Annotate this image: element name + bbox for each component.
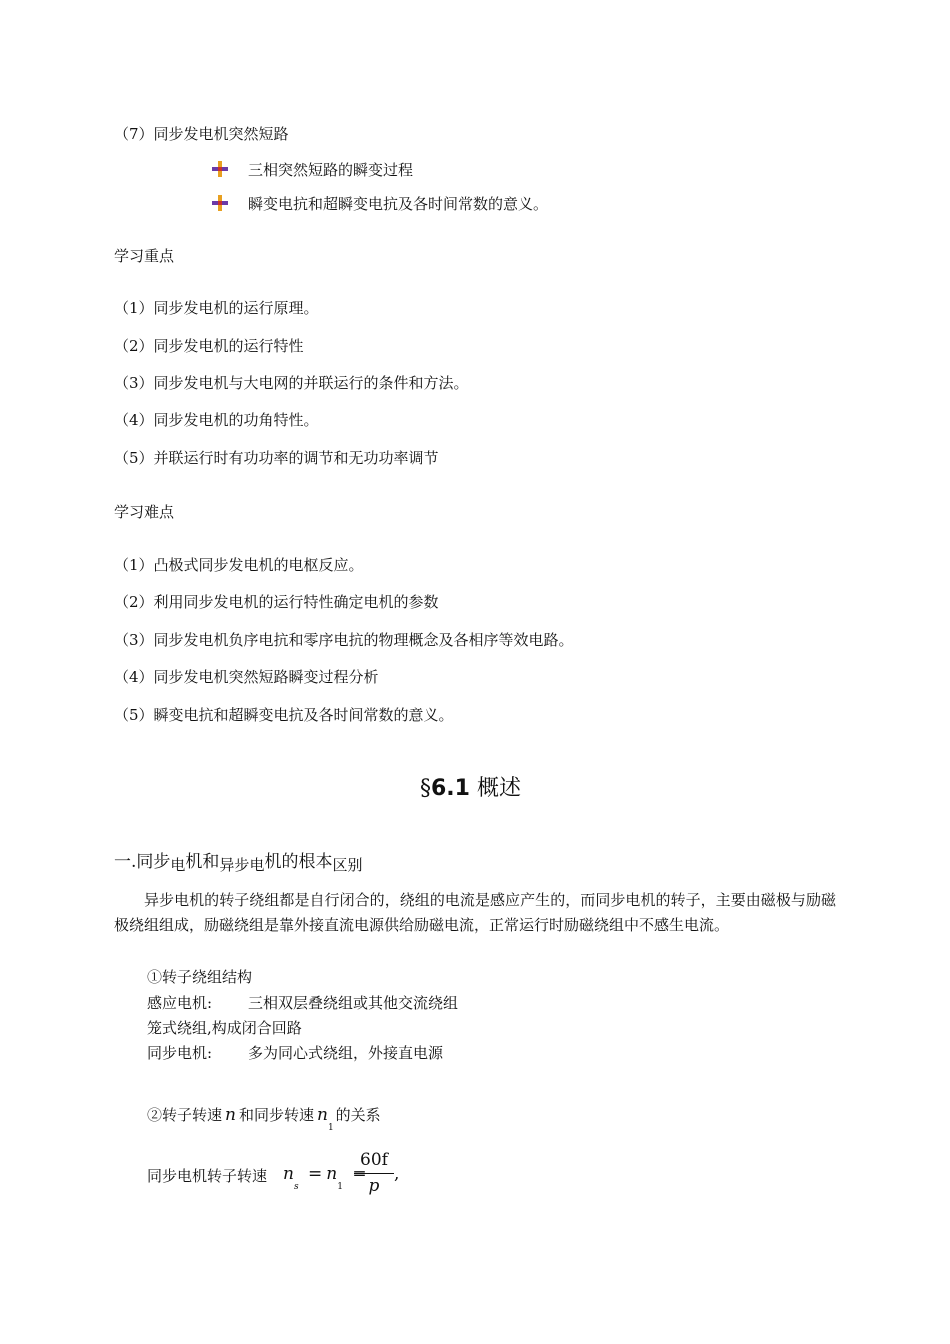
speed-heading bbox=[147, 1105, 381, 1133]
speed-heading-part: ②转子转速 bbox=[147, 1106, 223, 1124]
var-n: n bbox=[225, 1105, 236, 1125]
bullet-item: 瞬变电抗和超瞬变电抗及各时间常数的意义。 bbox=[248, 195, 549, 213]
heading-part: 电 bbox=[249, 856, 265, 874]
key-point-item: （4）同步发电机的功角特性。 bbox=[114, 411, 319, 429]
subscript: 1 bbox=[337, 1182, 343, 1192]
key-point-item: （3）同步发电机与大电网的并联运行的条件和方法。 bbox=[114, 374, 469, 392]
section-title-text: 概述 bbox=[476, 776, 521, 801]
difficulty-item: （3）同步发电机负序电抗和零序电抗的物理概念及各相序等效电路。 bbox=[114, 631, 574, 649]
speed-heading-part: 的关系 bbox=[335, 1106, 381, 1124]
var-n1: n bbox=[316, 1105, 328, 1125]
rotor-heading: ①转子绕组结构 bbox=[147, 968, 253, 986]
induction-value: 三相双层叠绕组或其他交流绕组 bbox=[248, 994, 459, 1012]
heading-part: 机和 bbox=[185, 852, 220, 872]
heading-part: 异步 bbox=[219, 856, 250, 874]
cross-bullet-icon bbox=[211, 194, 229, 212]
sync-value: 多为同心式绕组，外接直电源 bbox=[248, 1044, 444, 1062]
difficulty-item: （2）利用同步发电机的运行特性确定电机的参数 bbox=[114, 593, 439, 611]
key-points-heading: 学习重点 bbox=[114, 247, 175, 265]
formula-label: 同步电机转子转速 bbox=[147, 1167, 268, 1185]
fraction-numerator bbox=[354, 1150, 394, 1170]
key-point-item: （2）同步发电机的运行特性 bbox=[114, 337, 304, 355]
difficulty-item: （1）凸极式同步发电机的电枢反应。 bbox=[114, 556, 364, 574]
heading-part: 电 bbox=[170, 856, 186, 874]
subscript: s bbox=[293, 1182, 299, 1192]
section-symbol: § bbox=[420, 776, 431, 801]
section-title bbox=[420, 774, 521, 804]
section-number: 6.1 bbox=[431, 776, 470, 801]
equals-sign: = bbox=[307, 1164, 323, 1184]
var-n1: n bbox=[326, 1164, 338, 1184]
speed-heading-part: 和同步转速 bbox=[238, 1106, 314, 1124]
formula-comma: , bbox=[394, 1164, 400, 1184]
difficulty-item: （5）瞬变电抗和超瞬变电抗及各时间常数的意义。 bbox=[114, 706, 454, 724]
key-point-item: （1）同步发电机的运行原理。 bbox=[114, 299, 319, 317]
difficulties-heading: 学习难点 bbox=[114, 503, 175, 521]
bullet-item: 三相突然短路的瞬变过程 bbox=[248, 161, 414, 179]
fraction bbox=[354, 1150, 394, 1196]
heading-part: 一.同步 bbox=[114, 852, 171, 872]
fraction-denominator: p bbox=[368, 1176, 380, 1196]
numerator-text: 60f bbox=[360, 1150, 388, 1170]
cage-winding-text: 笼式绕组,构成闭合回路 bbox=[147, 1019, 302, 1037]
body-paragraph: 异步电机的转子绕组都是自行闭合的，绕组的电流是感应产生的，而同步电机的转子，主要由磁极与励磁极绕组组成，励磁绕组是靠外接直流电源供给励磁电流，正常运行时励磁绕组中不感生电流。 bbox=[114, 891, 836, 934]
section7-title: （7）同步发电机突然短路 bbox=[114, 125, 289, 143]
difficulty-item: （4）同步发电机突然短路瞬变过程分析 bbox=[114, 668, 379, 686]
subsection-heading bbox=[114, 850, 362, 874]
induction-label: 感应电机: bbox=[147, 994, 213, 1012]
key-point-item: （5）并联运行时有功功率的调节和无功功率调节 bbox=[114, 449, 439, 467]
heading-part: 机的根本 bbox=[264, 852, 333, 872]
cross-bullet-icon bbox=[211, 160, 229, 178]
heading-part: 区别 bbox=[332, 856, 363, 874]
sync-label: 同步电机: bbox=[147, 1044, 213, 1062]
fraction-bar bbox=[354, 1173, 394, 1174]
subscript: 1 bbox=[327, 1123, 334, 1133]
equals-sign: = bbox=[352, 1164, 367, 1184]
var-ns: n bbox=[283, 1164, 294, 1184]
